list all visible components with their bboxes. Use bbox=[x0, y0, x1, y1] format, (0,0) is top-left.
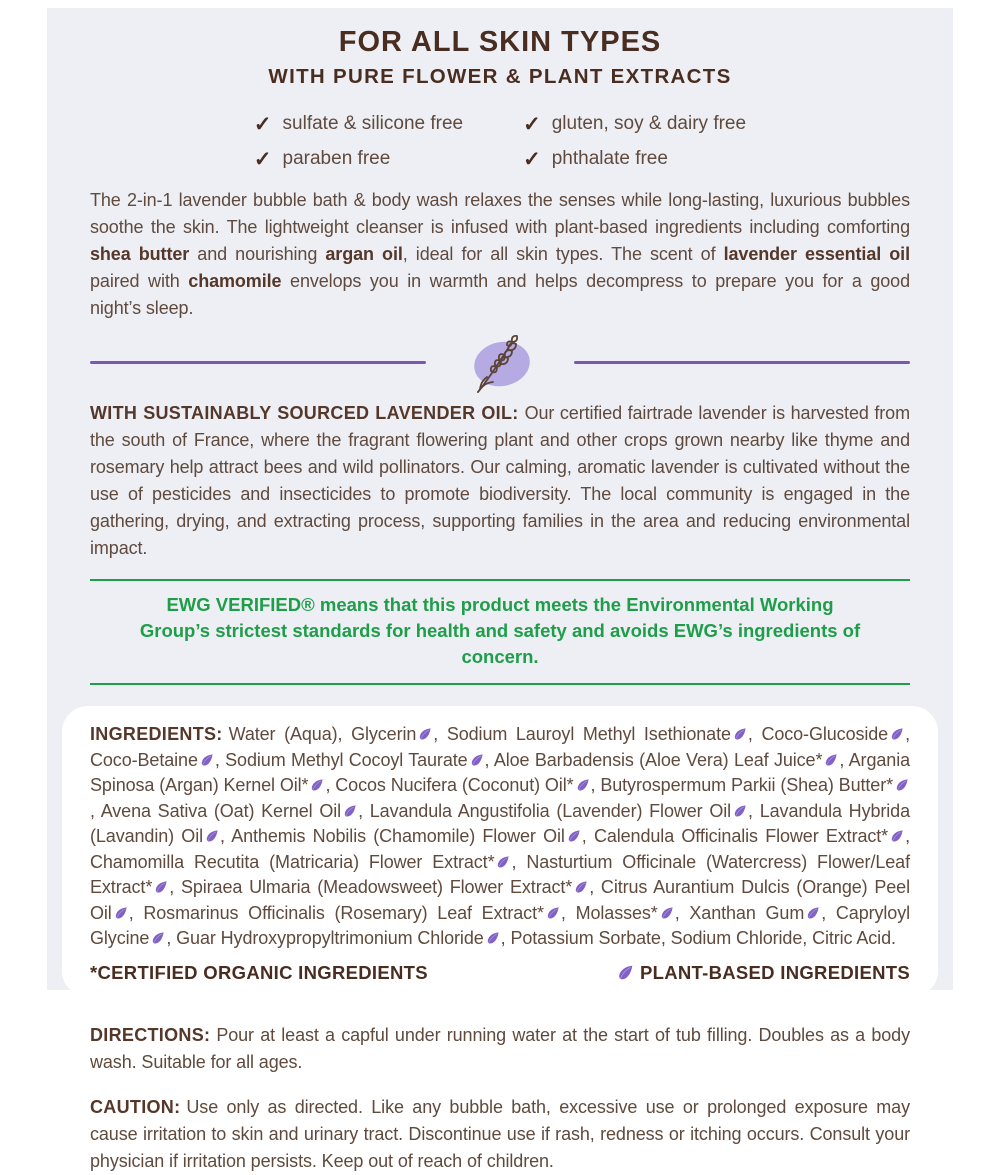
leaf-icon bbox=[574, 880, 588, 894]
claim-label: phthalate free bbox=[551, 148, 668, 169]
leaf-icon bbox=[660, 906, 674, 920]
leaf-icon bbox=[486, 931, 500, 945]
ingredient: Argania Spinosa (Argan) Kernel Oil* bbox=[90, 749, 910, 795]
ingredient: Guar Hydroxypropyltrimonium Chloride bbox=[176, 928, 501, 948]
plant-based-note bbox=[617, 962, 910, 984]
leaf-icon bbox=[205, 829, 219, 843]
leaf-icon bbox=[824, 753, 838, 767]
ingredient: Rosmarinus Officinalis (Rosemary) Leaf Extract* bbox=[143, 903, 561, 923]
lavender-heading: WITH SUSTAINABLY SOURCED LAVENDER OIL: bbox=[90, 403, 519, 423]
ingredient: Molasses* bbox=[576, 903, 675, 923]
leaf-slot bbox=[617, 962, 640, 984]
ingredient: Potassium Sorbate bbox=[510, 928, 661, 948]
claim-item bbox=[254, 148, 463, 170]
leaf-icon bbox=[895, 778, 909, 792]
lavender-section bbox=[90, 400, 910, 562]
ingredient: Lavandula Angustifolia (Lavender) Flower Oil bbox=[370, 801, 748, 821]
ingredient: Sodium Methyl Cocoyl Taurate bbox=[225, 750, 484, 770]
claims-grid bbox=[90, 113, 910, 170]
leaf-icon bbox=[617, 964, 634, 981]
ingredient: Citrus Aurantium Dulcis (Orange) Peel Oil bbox=[90, 877, 910, 923]
leaf-icon bbox=[733, 727, 747, 741]
ingredients-label: INGREDIENTS: bbox=[90, 724, 223, 744]
claim-label: paraben free bbox=[282, 148, 391, 169]
ingredient: Citric Acid bbox=[812, 928, 891, 948]
ingredient: Anthemis Nobilis (Chamomile) Flower Oil bbox=[231, 826, 582, 846]
check-icon: ✓ bbox=[253, 147, 272, 171]
ingredients-box bbox=[62, 706, 938, 997]
leaf-icon bbox=[890, 727, 904, 741]
ingredient: Water (Aqua) bbox=[228, 724, 338, 744]
leaf-icon bbox=[310, 778, 324, 792]
leaf-icon bbox=[806, 906, 820, 920]
directions-section bbox=[90, 1022, 910, 1076]
leaf-icon bbox=[154, 880, 168, 894]
check-icon: ✓ bbox=[523, 112, 541, 136]
ingredient: Sodium Lauroyl Methyl Isethionate bbox=[447, 724, 748, 744]
ingredients-footer bbox=[90, 962, 910, 984]
ingredient: Coco-Betaine bbox=[90, 750, 215, 770]
ewg-text: EWG VERIFIED® means that this product meets the Environmental Working Group’s strictest standards for health and safety and avoids EWG’s ingredients of concern. bbox=[139, 594, 861, 667]
leaf-icon bbox=[114, 906, 128, 920]
leaf-icon bbox=[418, 727, 432, 741]
lavender-divider bbox=[90, 326, 910, 398]
caution-label: CAUTION: bbox=[90, 1096, 181, 1117]
ingredient: Nasturtium Officinale (Watercress) Flower/Leaf Extract* bbox=[90, 851, 910, 897]
leaf-icon bbox=[200, 753, 214, 767]
check-icon: ✓ bbox=[523, 147, 541, 171]
page-subtitle: WITH PURE FLOWER & PLANT EXTRACTS bbox=[268, 65, 732, 88]
divider-line-left bbox=[90, 361, 426, 364]
page-title: FOR ALL SKIN TYPES bbox=[338, 26, 662, 58]
ingredient: Glycerin bbox=[351, 724, 433, 744]
product-description: The 2-in-1 lavender bubble bath & body wash relaxes the senses while long-lasting, luxurious bubbles soothe the skin. The lightweight cleanser is infused with plant-based ingredients including comforting shea butter and nourishing argan oil, ideal for all skin types. The scent of lavender essential oil paired with chamomile envelops you in warmth and helps decompress to prepare you for a good night’s sleep. bbox=[90, 190, 910, 318]
plant-based-label: PLANT-BASED INGREDIENTS bbox=[639, 961, 910, 983]
ingredient: Spiraea Ulmaria (Meadowsweet) Flower Extract* bbox=[181, 877, 589, 897]
leaf-icon bbox=[733, 804, 747, 818]
ingredient: Xanthan Gum bbox=[689, 903, 821, 923]
claim-label: sulfate & silicone free bbox=[282, 113, 464, 134]
ingredient: Cocos Nucifera (Coconut) Oil* bbox=[335, 775, 590, 795]
leaf-icon bbox=[496, 855, 510, 869]
ingredient: Avena Sativa (Oat) Kernel Oil bbox=[101, 801, 358, 821]
ingredient: Sodium Chloride bbox=[670, 928, 803, 948]
ingredient: Butyrospermum Parkii (Shea) Butter* bbox=[600, 775, 910, 795]
leaf-icon bbox=[470, 753, 484, 767]
lavender-sprig-icon bbox=[452, 326, 548, 398]
leaf-icon bbox=[576, 778, 590, 792]
ingredient: Lavandula Hybrida (Lavandin) Oil bbox=[90, 800, 911, 846]
divider-line-right bbox=[574, 361, 910, 364]
organic-note: *CERTIFIED ORGANIC INGREDIENTS bbox=[90, 961, 428, 983]
leaf-icon bbox=[343, 804, 357, 818]
leaf-icon bbox=[890, 829, 904, 843]
claim-item bbox=[523, 148, 746, 170]
ingredients-items: Water (Aqua), Glycerin , Sodium Lauroyl Methyl Isethionate , Coco-Glucoside , Coco-Betaine , Sodium Methyl Cocoyl Taurate , Aloe Barbadensis (Aloe Vera) Leaf Juice* , Argania Spinosa (Argan) Kernel Oil* , Cocos Nucifera (Coconut) Oil* , Butyrospermum Parkii (Shea) Butter*, Avena Sativa (Oat) Kernel Oil , Lavandula Angustifolia (Lavender) Flower Oil , Lavandula Hybrida (Lavandin) Oil , Anthemis Nobilis (Chamomile) Flower Oil , Calendula Officinalis Flower Extract* , Chamomilla Recutita (Matricaria) Flower Extract* , Nasturtium Officinale (Watercress) Flower/Leaf Extract* , Spiraea Ulmaria (Meadowsweet) Flower Extract* , Citrus Aurantium Dulcis (Orange) Peel Oil , Rosmarinus Officinalis (Rosemary) Leaf Extract* , Molasses* , Xanthan Gum , Capryloyl Glycine , Guar Hydroxypropyltrimonium Chloride , Potassium Sorbate, Sodium Chloride, Citric Acid. bbox=[90, 724, 911, 948]
directions-text: Pour at least a capful under running water at the start of tub filling. Doubles as a body wash. Suitable for all ages. bbox=[90, 1024, 910, 1072]
check-icon: ✓ bbox=[253, 112, 272, 136]
claim-item bbox=[254, 113, 463, 135]
leaf-icon bbox=[546, 906, 560, 920]
caution-text: Use only as directed. Like any bubble bath, excessive use or prolonged exposure may cause irritation to skin and urinary tract. Discontinue use if rash, redness or itching occurs. Consult your physician if irritation persists. Keep out of reach of children. bbox=[90, 1096, 910, 1171]
claim-item bbox=[523, 113, 746, 135]
leaf-icon bbox=[567, 829, 581, 843]
leaf-icon bbox=[151, 931, 165, 945]
caution-section bbox=[90, 1094, 910, 1175]
ingredient: Capryloyl Glycine bbox=[90, 902, 911, 948]
ingredients-list bbox=[90, 722, 910, 952]
ewg-banner bbox=[90, 579, 910, 685]
claim-label: gluten, soy & dairy free bbox=[551, 113, 747, 134]
ingredient: Aloe Barbadensis (Aloe Vera) Leaf Juice* bbox=[494, 750, 840, 770]
ingredient: Chamomilla Recutita (Matricaria) Flower Extract* bbox=[90, 852, 511, 872]
directions-label: DIRECTIONS: bbox=[90, 1024, 211, 1045]
ingredient: Calendula Officinalis Flower Extract* bbox=[594, 826, 905, 846]
lavender-body: Our certified fairtrade lavender is harvested from the south of France, where the fragrant flowering plant and other crops grown nearby like thyme and rosemary help attract bees and wild pollinators. Our calming, aromatic lavender is cultivated without the use of pesticides and insecticides to promote biodiversity. The local community is engaged in the gathering, drying, and extracting process, supporting families in the area and reducing environmental impact. bbox=[90, 403, 910, 558]
label-panel bbox=[47, 8, 953, 1171]
ingredient: Coco-Glucoside bbox=[761, 724, 905, 744]
